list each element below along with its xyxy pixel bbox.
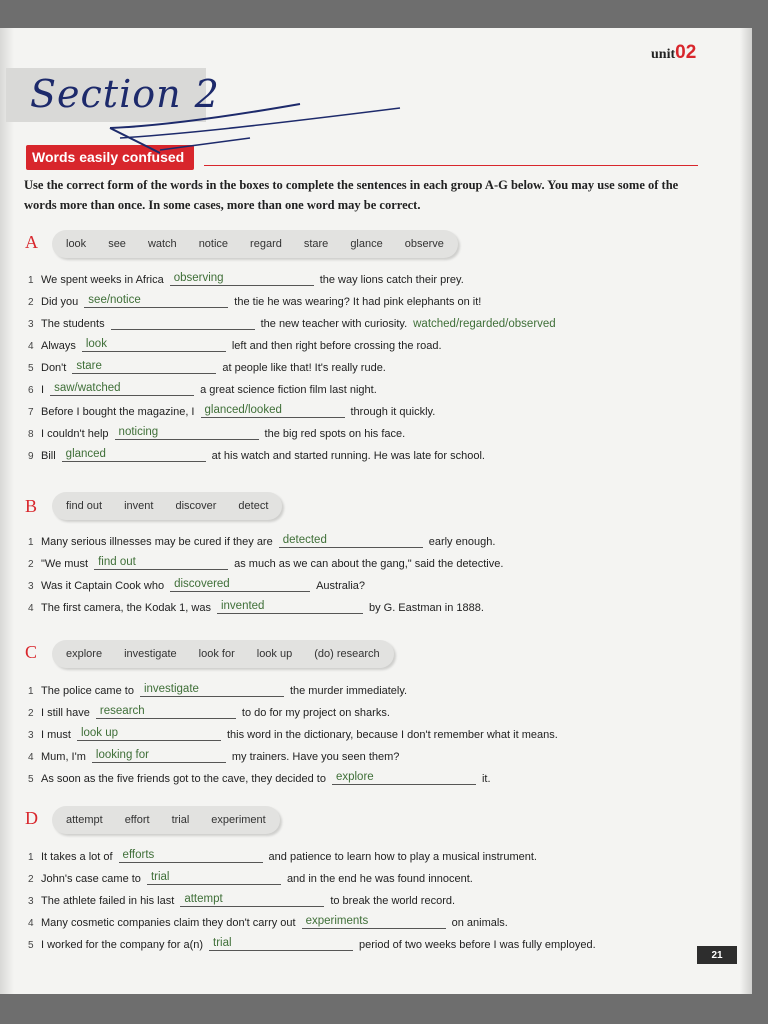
answer-blank[interactable] — [84, 292, 228, 308]
item-number: 7 — [28, 407, 34, 418]
item-number: 3 — [28, 730, 34, 741]
item-number: 4 — [28, 752, 34, 763]
item-number: 3 — [28, 319, 34, 330]
word-box-word: effort — [124, 814, 150, 826]
word-box-word: find out — [66, 500, 103, 512]
answer-blank[interactable] — [96, 703, 236, 719]
handwritten-answer: explore — [335, 771, 374, 783]
item-number: 9 — [28, 451, 34, 462]
item-text-after: at people like that! It's really rude. — [222, 362, 386, 374]
unit-number: 02 — [675, 42, 697, 63]
item-text-after: period of two weeks before I was fully employed. — [359, 939, 596, 951]
item-text-after: the new teacher with curiosity. — [260, 318, 408, 330]
item-text-after: through it quickly. — [350, 406, 436, 418]
unit-label — [651, 42, 696, 64]
answer-blank[interactable] — [94, 554, 228, 570]
word-box-word: attempt — [66, 814, 103, 826]
item-text-before: The athlete failed in his last — [41, 895, 175, 907]
item-number: 1 — [28, 537, 34, 548]
answer-blank[interactable] — [302, 913, 446, 929]
answer-blank[interactable] — [217, 598, 363, 614]
word-box — [52, 640, 394, 668]
answer-blank[interactable] — [72, 358, 216, 374]
item-text-before: Many serious illnesses may be cured if they are — [41, 536, 273, 548]
item-number: 2 — [28, 559, 34, 570]
item-number: 2 — [28, 708, 34, 719]
exercise-item — [28, 332, 442, 352]
item-number: 5 — [28, 774, 34, 785]
handwritten-answer: discovered — [174, 578, 230, 590]
unit-label-text: unit — [651, 47, 676, 62]
answer-blank[interactable] — [147, 869, 281, 885]
item-number: 1 — [28, 275, 34, 286]
answer-blank[interactable] — [209, 935, 353, 951]
handwritten-answer: see/notice — [88, 294, 141, 306]
exercise-item — [28, 721, 558, 741]
item-text-after: and patience to learn how to play a musical instrument. — [268, 851, 537, 863]
item-text-before: As soon as the five friends got to the cave, they decided to — [41, 773, 326, 785]
word-box-word: look for — [198, 648, 235, 660]
exercise-item — [28, 550, 503, 570]
item-text-before: John's case came to — [41, 873, 141, 885]
exercise-item — [28, 310, 556, 330]
exercise-item — [28, 677, 407, 697]
item-number: 2 — [28, 297, 34, 308]
answer-blank[interactable] — [92, 747, 226, 763]
word-box-word: investigate — [124, 648, 177, 660]
item-text-after: the murder immediately. — [289, 685, 408, 697]
item-text-before: The first camera, the Kodak 1, was — [41, 602, 211, 614]
exercise-item — [28, 288, 481, 308]
answer-blank[interactable] — [140, 681, 284, 697]
item-text-before: I must — [41, 729, 71, 741]
group-letter: A — [25, 232, 38, 252]
section-title: Section 2 — [30, 72, 220, 116]
word-box-word: notice — [198, 238, 229, 250]
item-text-after: this word in the dictionary, because I don't remember what it means. — [226, 729, 558, 741]
handwritten-answer: watched/regarded/observed — [413, 318, 556, 330]
item-text-before: I still have — [41, 707, 90, 719]
word-box — [52, 230, 458, 258]
handwritten-answer: trial — [150, 871, 170, 883]
item-text-before: Mum, I'm — [41, 751, 86, 763]
word-box-word: glance — [350, 238, 383, 250]
item-number: 4 — [28, 603, 34, 614]
handwritten-answer: investigate — [143, 683, 199, 695]
word-box-word: stare — [303, 238, 329, 250]
item-number: 1 — [28, 686, 34, 697]
exercise-item — [28, 909, 508, 929]
exercise-item — [28, 843, 537, 863]
word-box-word: regard — [250, 238, 282, 250]
answer-blank[interactable] — [77, 725, 221, 741]
group-letter: D — [25, 808, 38, 828]
item-text-before: I worked for the company for a(n) — [41, 939, 204, 951]
handwritten-answer: detected — [282, 534, 327, 546]
item-number: 3 — [28, 581, 34, 592]
item-text-after: the tie he was wearing? It had pink elephants on it! — [234, 296, 482, 308]
handwritten-answer: observing — [173, 272, 224, 284]
handwritten-answer: looking for — [95, 749, 149, 761]
item-text-after: left and then right before crossing the road. — [231, 340, 442, 352]
item-text-after: Australia? — [316, 580, 366, 592]
exercise-item — [28, 699, 390, 719]
word-box-word: trial — [171, 814, 190, 826]
item-text-before: Many cosmetic companies claim they don't carry out — [41, 917, 296, 929]
handwritten-answer: research — [99, 705, 145, 717]
answer-blank[interactable] — [170, 576, 310, 592]
answer-blank[interactable] — [170, 270, 314, 286]
answer-blank[interactable] — [82, 336, 226, 352]
item-text-after: by G. Eastman in 1888. — [368, 602, 484, 614]
handwritten-answer: glanced — [65, 448, 106, 460]
item-text-before: Did you — [41, 296, 79, 308]
item-text-after: the big red spots on his face. — [264, 428, 406, 440]
item-number: 4 — [28, 918, 34, 929]
handwritten-answer: trial — [213, 937, 232, 949]
word-box-word: (do) research — [314, 648, 380, 660]
item-text-before: I couldn't help — [41, 428, 109, 440]
handwritten-answer: find out — [98, 556, 136, 568]
answer-blank[interactable] — [115, 424, 259, 440]
exercise-item — [28, 765, 491, 785]
item-text-after: and in the end he was found innocent. — [286, 873, 473, 885]
item-number: 6 — [28, 385, 34, 396]
item-text-after: at his watch and started running. He was late for school. — [211, 450, 485, 462]
item-text-before: The students — [41, 318, 105, 330]
word-box-word: watch — [147, 238, 177, 250]
word-box-word: explore — [66, 648, 103, 660]
word-box-word: experiment — [211, 814, 266, 826]
handwritten-answer: invented — [220, 600, 265, 612]
word-box-word: look — [66, 238, 87, 250]
handwritten-answer: stare — [76, 360, 102, 372]
handwritten-answer: look — [85, 338, 107, 350]
exercise-item — [28, 743, 399, 763]
subheading: Words easily confused — [26, 145, 194, 170]
instructions: Use the correct form of the words in the boxes to complete the sentences in each group A-G below. You may use some of the words more than once. In some cases, more than one word may be correct. — [24, 178, 679, 212]
item-text-before: We spent weeks in Africa — [41, 274, 164, 286]
item-text-after: it. — [481, 773, 491, 785]
word-box-word: observe — [404, 238, 444, 250]
exercise-item — [28, 442, 485, 462]
item-number: 3 — [28, 896, 34, 907]
item-text-before: "We must — [41, 558, 89, 570]
item-number: 1 — [28, 852, 34, 863]
exercise-item — [28, 376, 377, 396]
handwritten-answer: look up — [80, 727, 119, 739]
exercise-item — [28, 266, 464, 286]
item-text-before: Was it Captain Cook who — [41, 580, 165, 592]
item-text-before: The police came to — [41, 685, 134, 697]
answer-blank[interactable] — [180, 891, 324, 907]
word-box-word: look up — [256, 648, 293, 660]
item-text-after: to break the world record. — [330, 895, 456, 907]
answer-blank[interactable] — [111, 314, 255, 330]
answer-blank[interactable] — [62, 446, 206, 462]
handwritten-answer: glanced/looked — [204, 404, 282, 416]
exercise-item — [28, 354, 386, 374]
item-text-before: Don't — [41, 362, 67, 374]
item-text-before: Bill — [41, 450, 56, 462]
item-text-after: a great science fiction film last night. — [200, 384, 377, 396]
item-text-after: on animals. — [451, 917, 508, 929]
exercise-item — [28, 398, 435, 418]
word-box-word: discover — [175, 500, 217, 512]
word-box — [52, 492, 282, 520]
answer-blank[interactable] — [119, 847, 263, 863]
word-box-word: invent — [124, 500, 154, 512]
exercise-item — [28, 572, 365, 592]
answer-blank[interactable] — [332, 769, 476, 785]
item-text-after: to do for my project on sharks. — [241, 707, 390, 719]
handwritten-answer: noticing — [118, 426, 159, 438]
item-text-before: Always — [41, 340, 76, 352]
exercise-item — [28, 887, 455, 907]
page-number: 21 — [697, 946, 737, 964]
page-shadow — [0, 28, 14, 994]
word-box-word: see — [108, 238, 126, 250]
item-number: 2 — [28, 874, 34, 885]
group-letter: B — [25, 496, 38, 516]
item-number: 8 — [28, 429, 34, 440]
exercise-item — [28, 594, 484, 614]
word-box — [52, 806, 280, 834]
item-text-before: Before I bought the magazine, I — [41, 406, 195, 418]
handwritten-answer: efforts — [122, 849, 155, 861]
word-box-word: detect — [238, 500, 269, 512]
exercise-item — [28, 420, 405, 440]
group-letter: C — [25, 642, 38, 662]
item-text-before: I — [41, 384, 45, 396]
item-text-after: as much as we can about the gang," said the detective. — [234, 558, 504, 570]
handwritten-answer: saw/watched — [54, 382, 121, 394]
item-text-before: It takes a lot of — [41, 851, 113, 863]
workbook-page — [0, 28, 752, 994]
answer-blank[interactable] — [50, 380, 194, 396]
item-text-after: early enough. — [428, 536, 496, 548]
exercise-item — [28, 528, 495, 548]
handwritten-answer: experiments — [305, 915, 369, 927]
item-number: 5 — [28, 363, 34, 374]
item-text-after: the way lions catch their prey. — [319, 274, 464, 286]
exercise-item — [28, 865, 473, 885]
item-number: 4 — [28, 341, 34, 352]
item-text-after: my trainers. Have you seen them? — [231, 751, 400, 763]
page-gutter — [740, 28, 752, 994]
exercise-item — [28, 931, 596, 951]
answer-blank[interactable] — [279, 532, 423, 548]
handwritten-answer: attempt — [184, 893, 223, 905]
answer-blank[interactable] — [201, 402, 345, 418]
item-number: 5 — [28, 940, 34, 951]
handwritten-underline — [100, 98, 420, 168]
